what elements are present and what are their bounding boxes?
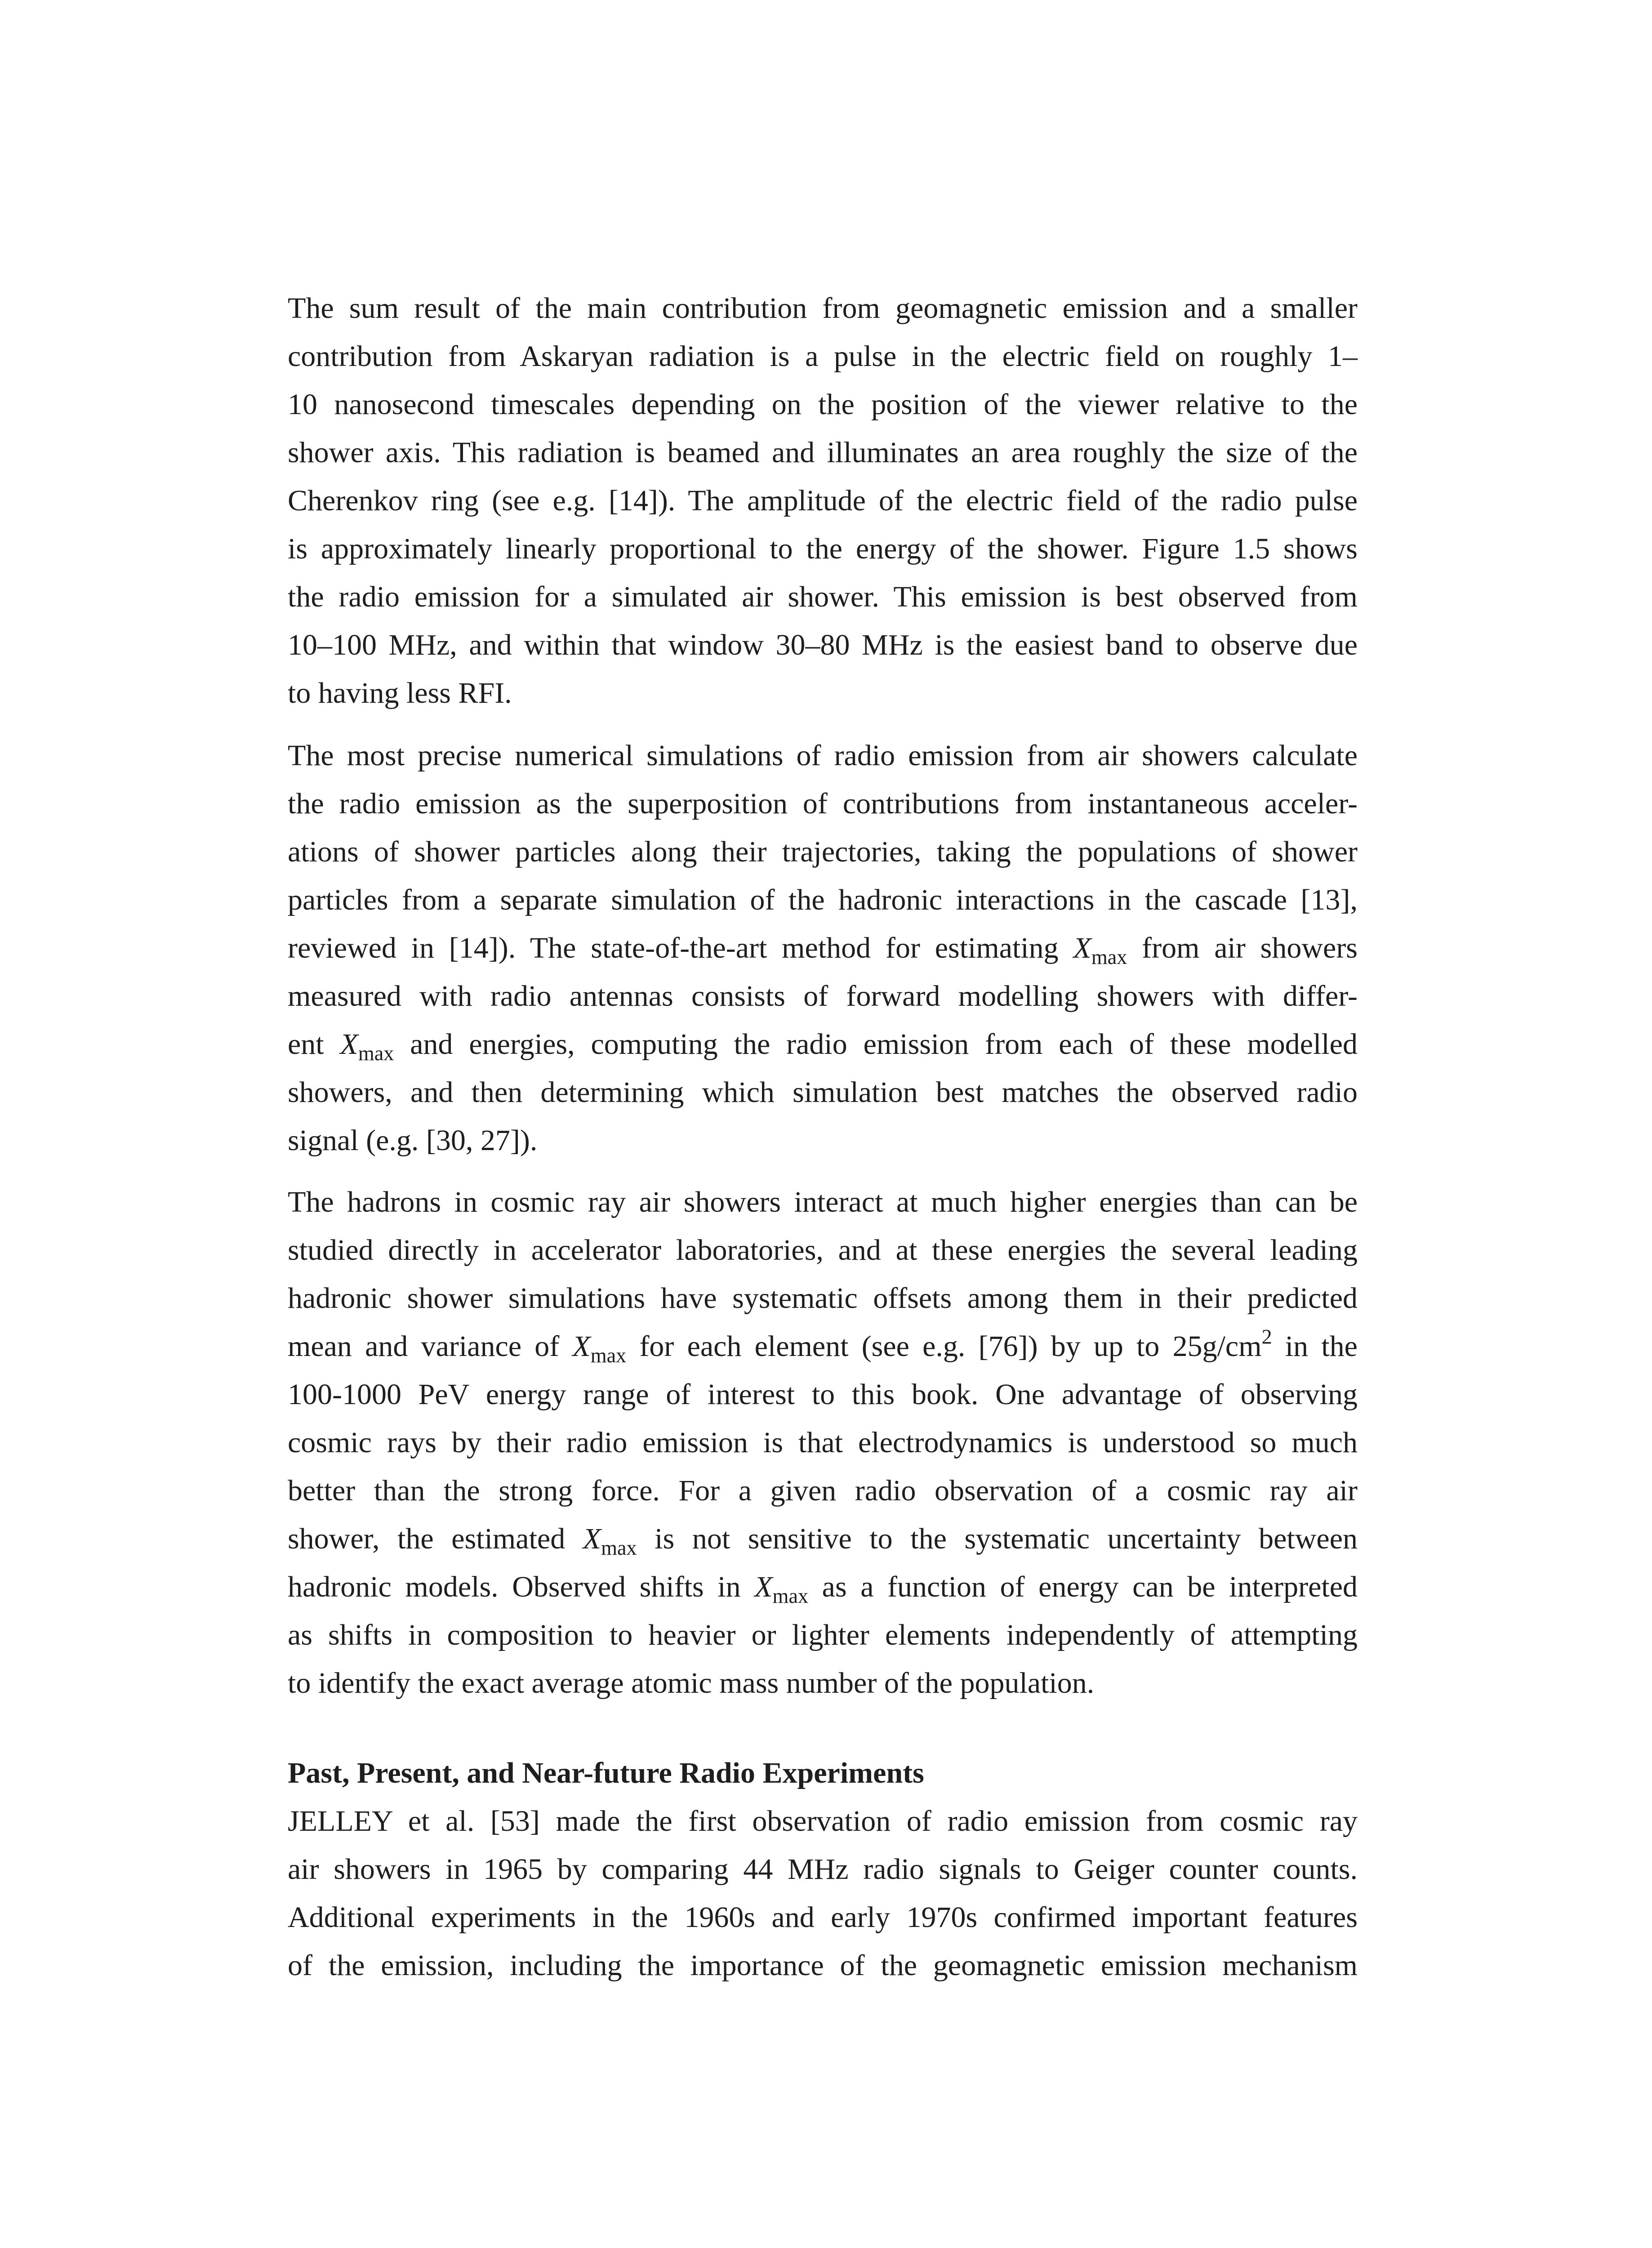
text-line: ent $X_{max}$ and energies, computing the radio emission from each of these modelled [288, 1028, 1358, 1065]
text-line: hadronic models. Observed shifts in $X_{max}$ as a function of energy can be interpreted [288, 1570, 1358, 1607]
text-line: The most precise numerical simulations of radio emission from air showers calculate [288, 739, 1358, 772]
text-line: shower, the estimated $X_{max}$ is not sensitive to the systematic uncertainty between [288, 1522, 1358, 1559]
text-line: JELLEY et al. [53] made the first observation of radio emission from cosmic ray [288, 1805, 1358, 1838]
xmax-subscript: max [590, 1343, 627, 1367]
xmax-subscript: max [601, 1536, 637, 1559]
superscript: 2 [1261, 1325, 1272, 1348]
text-line: 100-1000 PeV energy range of interest to this book. One advantage of observing [288, 1378, 1358, 1411]
paragraph-radio-experiments [288, 1797, 1358, 1989]
text-line: studied directly in accelerator laboratories, and at these energies the several leading [288, 1234, 1358, 1267]
text-line: 10–100 MHz, and within that window 30–80 MHz is the easiest band to observe due [288, 629, 1358, 661]
paragraph-radio-pulse [288, 284, 1358, 717]
text-line: to having less RFI. [288, 677, 512, 709]
text-line: the radio emission as the superposition of contributions from instantaneous acceler- [288, 787, 1358, 820]
text-line: particles from a separate simulation of the hadronic interactions in the cascade [13], [288, 883, 1358, 916]
text-line: as shifts in composition to heavier or lighter elements independently of attempting [288, 1619, 1358, 1651]
text-line: the radio emission for a simulated air shower. This emission is best observed from [288, 580, 1358, 613]
text-line: The sum result of the main contribution from geomagnetic emission and a smaller [288, 292, 1358, 325]
text-line: better than the strong force. For a given radio observation of a cosmic ray air [288, 1474, 1358, 1507]
xmax-symbol: X [1073, 932, 1091, 964]
text-line: shower axis. This radiation is beamed and illuminates an area roughly the size of the [288, 436, 1358, 469]
section-heading: Past, Present, and Near-future Radio Experiments [288, 1757, 924, 1789]
xmax-symbol: X [583, 1522, 601, 1555]
text-line: reviewed in [14]). The state-of-the-art method for estimating $X_{max}$ from air showers [288, 932, 1358, 968]
xmax-symbol: X [754, 1570, 773, 1603]
paragraph-simulations [288, 731, 1358, 1164]
text-line: hadronic shower simulations have systematic offsets among them in their predicted [288, 1282, 1358, 1315]
text-line: 10 nanosecond timescales depending on the position of the viewer relative to the [288, 388, 1358, 421]
xmax-subscript: max [772, 1584, 809, 1607]
text-line: signal (e.g. [30, 27]). [288, 1124, 538, 1157]
text-line: to identify the exact average atomic mass number of the population. [288, 1667, 1095, 1699]
text-line: air showers in 1965 by comparing 44 MHz radio signals to Geiger counter counts. [288, 1853, 1358, 1886]
text-line: cosmic rays by their radio emission is that electrodynamics is understood so much [288, 1426, 1358, 1459]
text-line: mean and variance of $X_{max}$ for each element (see e.g. [76]) by up to $25g/cm^2$ in the [288, 1325, 1358, 1367]
text-line: Cherenkov ring (see e.g. [14]). The amplitude of the electric field of the radio pulse [288, 484, 1358, 517]
xmax-symbol: X [572, 1330, 591, 1363]
text-line: ations of shower particles along their trajectories, taking the populations of shower [288, 835, 1358, 868]
paragraph-hadronic-models [288, 1178, 1358, 1707]
xmax-subscript: max [1091, 945, 1127, 968]
xmax-symbol: X [340, 1028, 358, 1061]
text-line: Additional experiments in the 1960s and early 1970s confirmed important features [288, 1901, 1358, 1934]
text-line: measured with radio antennas consists of forward modelling showers with differ- [288, 980, 1358, 1012]
text-line: is approximately linearly proportional to the energy of the shower. Figure 1.5 shows [288, 532, 1358, 565]
text-line: showers, and then determining which simulation best matches the observed radio [288, 1076, 1358, 1109]
text-line: contribution from Askaryan radiation is a pulse in the electric field on roughly 1– [288, 340, 1358, 373]
text-line: The hadrons in cosmic ray air showers interact at much higher energies than can be [288, 1186, 1358, 1218]
xmax-subscript: max [358, 1041, 394, 1065]
text-line: of the emission, including the importance of the geomagnetic emission mechanism [288, 1949, 1358, 1982]
